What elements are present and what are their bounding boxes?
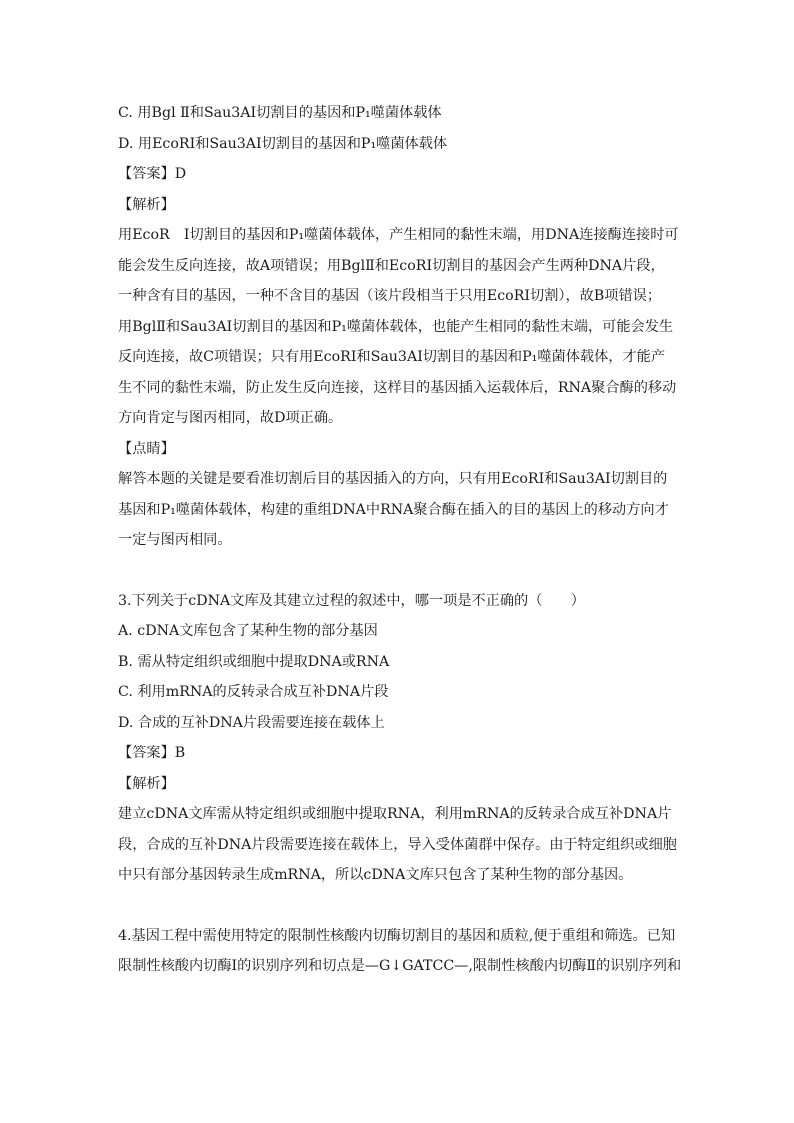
q3-option-b: B. 需从特定组织或细胞中提取DNA或RNA — [118, 653, 390, 670]
q3-option-a: A. cDNA文库包含了某种生物的部分基因 — [118, 623, 378, 639]
q3-option-d: D. 合成的互补DNA片段需要连接在载体上 — [118, 714, 385, 731]
q2-analysis-line: 反向连接，故C项错误；只有用EcoRⅠ和Sau3AⅠ切割目的基因和P₁噬菌体载体，才能产 — [118, 349, 666, 365]
document-body — [118, 98, 682, 982]
q3-analysis-line: 段，合成的互补DNA片段需要连接在载体上，导入受体菌群中保存。由于特定组织或细胞 — [118, 836, 677, 853]
q2-analysis-line: 能会发生反向连接，故A项错误；用BglⅡ和EcoRⅠ切割目的基因会产生两种DNA片段， — [118, 257, 665, 274]
q2-comment-line: 基因和P₁噬菌体载体，构建的重组DNA中RNA聚合酶在插入的目的基因上的移动方向才 — [118, 501, 669, 518]
q2-option-c: C. 用Bgl Ⅱ和Sau3AⅠ切割目的基因和P₁噬菌体载体 — [118, 105, 442, 121]
q4-stem-line: 限制性核酸内切酶Ⅰ的识别序列和切点是—G↓GATCC—,限制性核酸内切酶Ⅱ的识别序列和 — [118, 958, 682, 974]
q2-analysis-heading: 【解析】 — [118, 196, 175, 213]
spacer — [118, 891, 682, 921]
q4-stem-line: 4.基因工程中需使用特定的限制性核酸内切酶切割目的基因和质粒,便于重组和筛选。已知 — [118, 927, 676, 944]
q2-option-d: D. 用EcoRⅠ和Sau3AⅠ切割目的基因和P₁噬菌体载体 — [118, 135, 448, 152]
q2-analysis-line: 一种含有目的基因，一种不含目的基因（该片段相当于只用EcoRⅠ切割），故B项错误； — [118, 288, 662, 304]
q3-answer: 【答案】B — [118, 745, 186, 761]
q2-analysis-line: 方向肯定与图丙相同，故D项正确。 — [118, 410, 343, 426]
q2-analysis-line: 生不同的黏性末端，防止发生反向连接，这样目的基因插入运载体后，RNA聚合酶的移动 — [118, 379, 677, 396]
q2-comment-line: 解答本题的关键是要看准切割后目的基因插入的方向，只有用EcoRⅠ和Sau3AⅠ切割目的 — [118, 471, 668, 487]
q2-analysis-line: 用BglⅡ和Sau3AⅠ切割目的基因和P₁噬菌体载体，也能产生相同的黏性末端，可能会发生 — [118, 318, 674, 335]
q3-analysis-line: 建立cDNA文库需从特定组织或细胞中提取RNA，利用mRNA的反转录合成互补DNA片 — [118, 806, 672, 822]
q3-analysis-line: 中只有部分基因转录生成mRNA，所以cDNA文库只包含了某种生物的部分基因。 — [118, 867, 633, 883]
q3-option-c: C. 利用mRNA的反转录合成互补DNA片段 — [118, 684, 389, 700]
spacer — [118, 556, 682, 586]
q3-analysis-heading: 【解析】 — [118, 775, 175, 792]
q2-comment-line: 一定与图丙相同。 — [118, 532, 232, 548]
q2-answer: 【答案】D — [118, 166, 187, 182]
q2-analysis-line: 用EcoR Ⅰ切割目的基因和P₁噬菌体载体，产生相同的黏性末端，用DNA连接酶连接时可 — [118, 227, 679, 243]
q2-comment-heading: 【点睛】 — [118, 440, 175, 457]
q3-stem: 3.下列关于cDNA文库及其建立过程的叙述中，哪一项是不正确的（ ） — [118, 592, 585, 609]
